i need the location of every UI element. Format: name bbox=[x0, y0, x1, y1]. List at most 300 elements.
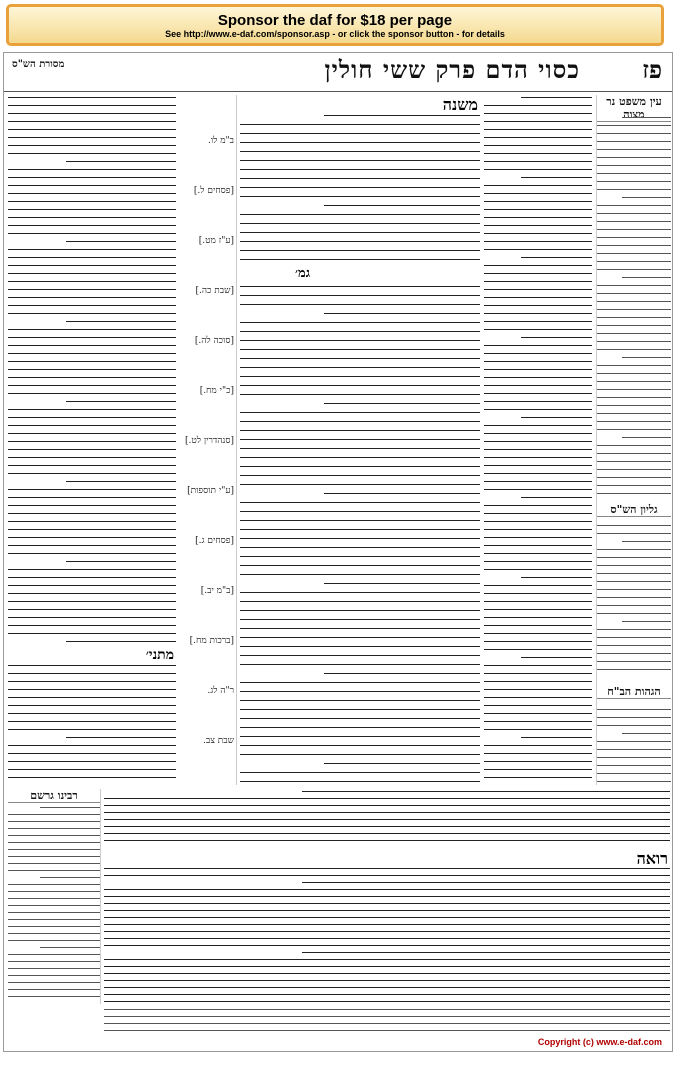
text-line bbox=[240, 664, 480, 665]
text-line bbox=[240, 628, 480, 629]
text-line bbox=[66, 241, 176, 242]
text-line bbox=[240, 601, 480, 602]
text-line bbox=[622, 197, 671, 198]
text-line bbox=[484, 145, 592, 146]
text-line bbox=[324, 763, 480, 764]
text-line bbox=[8, 968, 100, 969]
text-line bbox=[40, 807, 100, 808]
text-line bbox=[484, 729, 592, 730]
text-line bbox=[8, 97, 176, 98]
text-line bbox=[521, 257, 592, 258]
text-line bbox=[8, 856, 100, 857]
text-line bbox=[8, 777, 176, 778]
ein-mishpat-title: עין משפט נר מצוה bbox=[597, 95, 671, 122]
text-line bbox=[484, 361, 592, 362]
text-line bbox=[8, 705, 176, 706]
text-line bbox=[240, 259, 480, 260]
text-line bbox=[8, 593, 176, 594]
text-line bbox=[8, 870, 100, 871]
mishna-label: משנה bbox=[442, 95, 478, 114]
text-line bbox=[240, 124, 480, 125]
reference-tag: [ברכות מח.] bbox=[189, 636, 234, 646]
reference-tag: ב"מ לו. bbox=[207, 136, 234, 146]
text-line bbox=[8, 919, 100, 920]
text-line bbox=[240, 772, 480, 773]
text-line bbox=[484, 465, 592, 466]
text-line bbox=[104, 910, 670, 911]
text-line bbox=[8, 257, 176, 258]
text-line bbox=[484, 745, 592, 746]
text-line bbox=[8, 821, 100, 822]
text-line bbox=[8, 385, 176, 386]
text-line bbox=[240, 610, 480, 611]
text-line bbox=[521, 97, 592, 98]
text-line bbox=[240, 250, 480, 251]
text-line bbox=[8, 569, 176, 570]
text-line bbox=[8, 105, 176, 106]
text-line bbox=[8, 729, 176, 730]
text-line bbox=[8, 996, 100, 997]
text-line bbox=[597, 565, 671, 566]
text-line bbox=[597, 637, 671, 638]
page-number: פז bbox=[642, 55, 662, 84]
text-line bbox=[484, 281, 592, 282]
reference-tag: [ע"י תוספות] bbox=[187, 486, 234, 496]
text-line bbox=[8, 305, 176, 306]
text-line bbox=[240, 457, 480, 458]
text-line bbox=[8, 521, 176, 522]
text-line bbox=[484, 649, 592, 650]
reference-tag: [כ"י מח.] bbox=[199, 386, 234, 396]
text-line bbox=[8, 265, 176, 266]
text-line bbox=[597, 749, 671, 750]
text-line bbox=[8, 665, 176, 666]
text-line bbox=[8, 553, 176, 554]
text-line bbox=[597, 757, 671, 758]
text-line bbox=[8, 975, 100, 976]
text-line bbox=[8, 345, 176, 346]
text-line bbox=[8, 185, 176, 186]
text-line bbox=[240, 331, 480, 332]
text-line bbox=[240, 430, 480, 431]
text-line bbox=[8, 863, 100, 864]
text-line bbox=[521, 417, 592, 418]
text-line bbox=[597, 773, 671, 774]
text-line bbox=[484, 673, 592, 674]
text-line bbox=[597, 429, 671, 430]
text-line bbox=[597, 781, 671, 782]
text-line bbox=[484, 137, 592, 138]
text-line bbox=[8, 289, 176, 290]
text-line bbox=[8, 905, 100, 906]
text-line bbox=[240, 439, 480, 440]
text-line bbox=[240, 556, 480, 557]
text-line bbox=[521, 177, 592, 178]
text-line bbox=[240, 655, 480, 656]
text-line bbox=[240, 214, 480, 215]
text-line bbox=[8, 273, 176, 274]
text-line bbox=[484, 553, 592, 554]
text-line bbox=[484, 609, 592, 610]
reference-tag: ר"ה לג. bbox=[207, 686, 234, 696]
text-line bbox=[484, 441, 592, 442]
text-line bbox=[521, 497, 592, 498]
text-line bbox=[240, 529, 480, 530]
reference-tag: [ע"ז מט.] bbox=[198, 236, 234, 246]
text-line bbox=[324, 115, 480, 116]
text-line bbox=[8, 193, 176, 194]
tosafot-column bbox=[484, 95, 592, 785]
text-line bbox=[8, 601, 176, 602]
text-line bbox=[104, 812, 670, 813]
text-line bbox=[484, 593, 592, 594]
text-line bbox=[484, 777, 592, 778]
gemara-label: גמ׳ bbox=[295, 266, 310, 281]
text-line bbox=[597, 469, 671, 470]
text-line bbox=[597, 525, 671, 526]
text-line bbox=[597, 229, 671, 230]
bottom-commentary bbox=[104, 789, 670, 1004]
text-line bbox=[597, 669, 671, 670]
text-line bbox=[240, 160, 480, 161]
text-line bbox=[8, 465, 176, 466]
talmud-page bbox=[3, 52, 673, 1052]
text-line bbox=[484, 449, 592, 450]
text-line bbox=[8, 940, 100, 941]
sponsor-title[interactable]: Sponsor the daf for $18 per page bbox=[217, 12, 453, 29]
text-line bbox=[8, 849, 100, 850]
text-line bbox=[484, 705, 592, 706]
text-line bbox=[484, 345, 592, 346]
text-line bbox=[8, 753, 176, 754]
text-line bbox=[8, 891, 100, 892]
text-line bbox=[484, 401, 592, 402]
text-line bbox=[104, 840, 670, 841]
reference-tag: שבת צב. bbox=[203, 736, 234, 746]
text-line bbox=[8, 537, 176, 538]
reference-tag: [סוכה לה.] bbox=[194, 336, 234, 346]
text-line bbox=[104, 798, 670, 799]
text-line bbox=[597, 741, 671, 742]
text-line bbox=[104, 826, 670, 827]
text-line bbox=[484, 601, 592, 602]
text-line bbox=[484, 305, 592, 306]
text-line bbox=[521, 577, 592, 578]
text-line bbox=[597, 181, 671, 182]
text-line bbox=[240, 322, 480, 323]
text-line bbox=[597, 381, 671, 382]
text-line bbox=[8, 912, 100, 913]
text-line bbox=[240, 367, 480, 368]
text-line bbox=[484, 633, 592, 634]
text-line bbox=[484, 713, 592, 714]
copyright-notice[interactable]: Copyright (c) www.e-daf.com bbox=[537, 1037, 662, 1047]
text-line bbox=[240, 196, 480, 197]
text-line bbox=[66, 401, 176, 402]
text-line bbox=[8, 425, 176, 426]
text-line bbox=[484, 233, 592, 234]
text-line bbox=[240, 754, 480, 755]
text-line bbox=[8, 361, 176, 362]
text-line bbox=[484, 697, 592, 698]
text-line bbox=[104, 833, 670, 834]
rabbenu-title: רבינו גרשם bbox=[8, 789, 100, 803]
text-line bbox=[8, 153, 176, 154]
text-line bbox=[484, 225, 592, 226]
text-line bbox=[597, 285, 671, 286]
text-line bbox=[597, 141, 671, 142]
text-line bbox=[104, 966, 670, 967]
text-line bbox=[8, 297, 176, 298]
text-line bbox=[104, 889, 670, 890]
text-line bbox=[240, 637, 480, 638]
text-line bbox=[521, 337, 592, 338]
text-line bbox=[484, 121, 592, 122]
text-line bbox=[484, 569, 592, 570]
text-line bbox=[240, 394, 480, 395]
text-line bbox=[8, 697, 176, 698]
text-line bbox=[597, 725, 671, 726]
text-line bbox=[8, 926, 100, 927]
text-line bbox=[597, 461, 671, 462]
text-line bbox=[484, 641, 592, 642]
text-line bbox=[8, 842, 100, 843]
text-line bbox=[597, 533, 671, 534]
text-line bbox=[484, 105, 592, 106]
sponsor-subtitle[interactable]: See http://www.e-daf.com/sponsor.asp - or click the sponsor button - for details bbox=[165, 29, 505, 39]
text-line bbox=[104, 805, 670, 806]
text-line bbox=[484, 513, 592, 514]
text-line bbox=[484, 273, 592, 274]
page-title: כסוי הדם פרק ששי חולין bbox=[324, 55, 580, 84]
text-line bbox=[484, 313, 592, 314]
text-line bbox=[597, 317, 671, 318]
text-line bbox=[597, 301, 671, 302]
text-line bbox=[597, 477, 671, 478]
text-line bbox=[484, 153, 592, 154]
text-line bbox=[8, 249, 176, 250]
text-line bbox=[8, 814, 100, 815]
text-line bbox=[104, 903, 670, 904]
text-line bbox=[104, 959, 670, 960]
text-line bbox=[597, 573, 671, 574]
text-line bbox=[240, 619, 480, 620]
text-line bbox=[484, 537, 592, 538]
text-line bbox=[104, 931, 670, 932]
text-line bbox=[484, 505, 592, 506]
text-line bbox=[8, 225, 176, 226]
text-line bbox=[240, 142, 480, 143]
text-line bbox=[597, 413, 671, 414]
text-line bbox=[240, 340, 480, 341]
text-line bbox=[8, 585, 176, 586]
text-line bbox=[240, 718, 480, 719]
text-line bbox=[622, 541, 671, 542]
text-line bbox=[8, 673, 176, 674]
text-line bbox=[484, 201, 592, 202]
text-line bbox=[597, 661, 671, 662]
text-line bbox=[8, 129, 176, 130]
text-line bbox=[484, 289, 592, 290]
sponsor-banner[interactable] bbox=[6, 4, 664, 46]
text-line bbox=[8, 113, 176, 114]
text-line bbox=[324, 673, 480, 674]
text-line bbox=[484, 433, 592, 434]
text-line bbox=[597, 589, 671, 590]
text-line bbox=[240, 538, 480, 539]
text-line bbox=[8, 217, 176, 218]
text-line bbox=[484, 193, 592, 194]
text-line bbox=[521, 657, 592, 658]
text-line bbox=[240, 736, 480, 737]
text-line bbox=[8, 835, 100, 836]
text-line bbox=[8, 377, 176, 378]
text-line bbox=[597, 397, 671, 398]
text-line bbox=[597, 613, 671, 614]
text-line bbox=[597, 133, 671, 134]
text-line bbox=[8, 577, 176, 578]
text-line bbox=[240, 286, 480, 287]
text-line bbox=[240, 151, 480, 152]
text-line bbox=[597, 253, 671, 254]
reference-tag: [פסחים ג.] bbox=[195, 536, 234, 546]
text-line bbox=[66, 737, 176, 738]
rashi-column bbox=[8, 95, 176, 785]
text-line bbox=[8, 169, 176, 170]
text-line bbox=[240, 574, 480, 575]
text-line bbox=[8, 633, 176, 634]
text-line bbox=[240, 358, 480, 359]
text-line bbox=[104, 938, 670, 939]
text-line bbox=[8, 201, 176, 202]
text-line bbox=[104, 1016, 670, 1017]
text-line bbox=[8, 982, 100, 983]
text-line bbox=[484, 689, 592, 690]
text-line bbox=[8, 681, 176, 682]
text-line bbox=[8, 761, 176, 762]
text-line bbox=[240, 349, 480, 350]
text-line bbox=[8, 433, 176, 434]
text-line bbox=[240, 745, 480, 746]
rabbenu-gershom-column bbox=[8, 789, 101, 1004]
text-line bbox=[622, 277, 671, 278]
text-line bbox=[40, 947, 100, 948]
text-line bbox=[484, 617, 592, 618]
text-line bbox=[8, 828, 100, 829]
text-line bbox=[104, 1009, 670, 1010]
text-line bbox=[240, 295, 480, 296]
text-line bbox=[240, 700, 480, 701]
text-line bbox=[240, 682, 480, 683]
text-line bbox=[597, 645, 671, 646]
text-line bbox=[104, 987, 670, 988]
text-line bbox=[240, 466, 480, 467]
text-line bbox=[484, 129, 592, 130]
text-line bbox=[8, 961, 100, 962]
text-line bbox=[240, 520, 480, 521]
text-line bbox=[8, 281, 176, 282]
text-line bbox=[484, 473, 592, 474]
text-line bbox=[104, 945, 670, 946]
text-line bbox=[240, 565, 480, 566]
text-line bbox=[8, 989, 100, 990]
text-line bbox=[240, 187, 480, 188]
text-line bbox=[597, 173, 671, 174]
text-line bbox=[597, 653, 671, 654]
text-line bbox=[597, 373, 671, 374]
text-line bbox=[484, 769, 592, 770]
footer-notes bbox=[104, 1005, 670, 1035]
text-line bbox=[484, 217, 592, 218]
text-line bbox=[597, 709, 671, 710]
text-line bbox=[622, 117, 671, 118]
text-line bbox=[240, 484, 480, 485]
reference-tag: [פסחים ל.] bbox=[193, 186, 234, 196]
text-line bbox=[240, 133, 480, 134]
reference-tag: [שבת כה.] bbox=[195, 286, 234, 296]
text-line bbox=[8, 473, 176, 474]
text-line bbox=[597, 557, 671, 558]
text-line bbox=[240, 475, 480, 476]
text-line bbox=[66, 161, 176, 162]
text-line bbox=[8, 337, 176, 338]
gemara-column bbox=[240, 95, 480, 785]
text-line bbox=[597, 165, 671, 166]
text-line bbox=[484, 425, 592, 426]
text-line bbox=[597, 221, 671, 222]
text-line bbox=[40, 877, 100, 878]
text-line bbox=[484, 265, 592, 266]
text-line bbox=[8, 505, 176, 506]
text-line bbox=[484, 481, 592, 482]
text-line bbox=[484, 169, 592, 170]
masoret-label: מסורת הש"ס bbox=[12, 59, 65, 70]
text-line bbox=[8, 689, 176, 690]
text-line bbox=[597, 453, 671, 454]
text-line bbox=[597, 405, 671, 406]
text-line bbox=[484, 545, 592, 546]
text-line bbox=[597, 245, 671, 246]
text-line bbox=[240, 448, 480, 449]
reference-tag: [סנהדרין לט.] bbox=[184, 436, 234, 446]
text-line bbox=[240, 385, 480, 386]
text-line bbox=[8, 233, 176, 234]
text-line bbox=[240, 691, 480, 692]
text-line bbox=[484, 665, 592, 666]
text-line bbox=[8, 489, 176, 490]
text-line bbox=[8, 713, 176, 714]
text-line bbox=[8, 884, 100, 885]
text-line bbox=[104, 980, 670, 981]
text-line bbox=[240, 709, 480, 710]
text-line bbox=[622, 437, 671, 438]
text-line bbox=[597, 325, 671, 326]
text-line bbox=[240, 304, 480, 305]
text-line bbox=[324, 493, 480, 494]
text-line bbox=[484, 761, 592, 762]
text-line bbox=[240, 781, 480, 782]
text-line bbox=[8, 898, 100, 899]
text-line bbox=[8, 145, 176, 146]
text-line bbox=[240, 646, 480, 647]
text-line bbox=[8, 369, 176, 370]
text-line bbox=[597, 389, 671, 390]
text-line bbox=[597, 597, 671, 598]
text-line bbox=[8, 513, 176, 514]
text-line bbox=[484, 329, 592, 330]
text-line bbox=[597, 309, 671, 310]
text-line bbox=[484, 489, 592, 490]
